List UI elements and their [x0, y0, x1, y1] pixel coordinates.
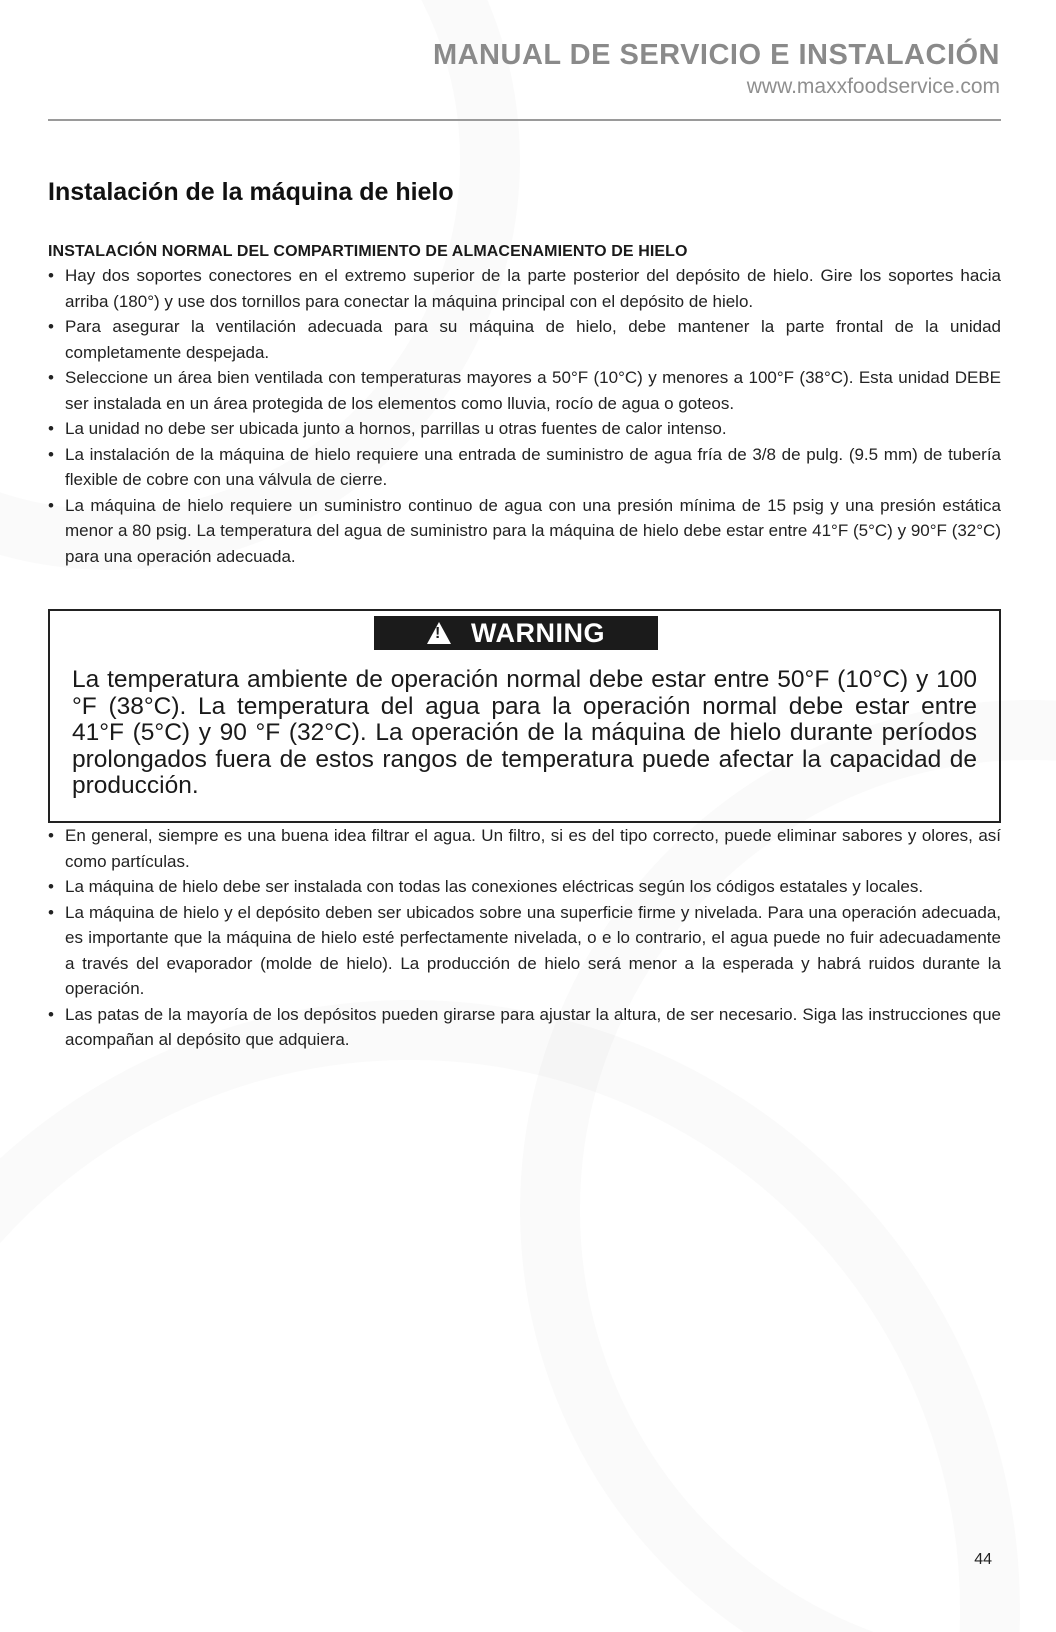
warning-banner [374, 616, 658, 650]
section-title: Instalación de la máquina de hielo [48, 178, 454, 206]
header-url: www.maxxfoodservice.com [746, 75, 1000, 98]
warning-box [48, 609, 1001, 823]
main-content [48, 178, 1001, 1053]
warning-text: La temperatura ambiente de operación normal debe estar entre 50°F (10°C) y 100 °F (38°C). La temperatura del agua para la operación normal debe estar entre 41°F (5°C) y 90 °F (32°C). La operación de la máquina de hielo durante períodos prolongados fuera de estos rangos de temperatura puede afectar la capacidad de producción. [72, 666, 977, 799]
list-item: • Seleccione un área bien ventilada con temperaturas mayores a 50°F (10°C) y menores a 100°F (38°C). Esta unidad DEBE ser instalada en un área protegida de los elementos como lluvia, rocío de agua o goteos. [48, 365, 1001, 416]
list-item: • Para asegurar la ventilación adecuada para su máquina de hielo, debe mantener la parte frontal de la unidad completamente despejada. [48, 314, 1001, 365]
header-divider [48, 119, 1001, 121]
list-item: • La instalación de la máquina de hielo requiere una entrada de suministro de agua fría de 3/8 de pulg. (9.5 mm) de tubería flexible de cobre con una válvula de cierre. [48, 442, 1001, 493]
list-item: • Hay dos soportes conectores en el extremo superior de la parte posterior del depósito de hielo. Gire los soportes hacia arriba (180°) y use dos tornillos para conectar la máquina principal con el depósito de hielo. [48, 263, 1001, 314]
list-item: • La máquina de hielo debe ser instalada con todas las conexiones eléctricas según los códigos estatales y locales. [48, 874, 1001, 900]
page-header [48, 38, 1000, 100]
header-title: MANUAL DE SERVICIO E INSTALACIÓN [432, 39, 1000, 71]
list-item: • La máquina de hielo y el depósito deben ser ubicados sobre una superficie firme y nivelada. Para una operación adecuada, es importante que la máquina de hielo esté perfectamente nivelada, o e lo contrario, el agua puede no fuir adecuadamente a través del evaporador (molde de hielo). La producción de hielo será menor a la esperada y habrá ruidos durante la operación. [48, 900, 1001, 1002]
list-item: • En general, siempre es una buena idea filtrar el agua. Un filtro, si es del tipo correcto, puede eliminar sabores y olores, así como partículas. [48, 823, 1001, 874]
list-item: • Las patas de la mayoría de los depósitos pueden girarse para ajustar la altura, de ser necesario. Siga las instrucciones que acompañan al depósito que adquiera. [48, 1002, 1001, 1053]
list-item: • La unidad no debe ser ubicada junto a hornos, parrillas u otras fuentes de calor intenso. [48, 416, 1001, 442]
page-number: 44 [974, 1551, 992, 1568]
warning-label: WARNING [471, 617, 605, 648]
installation-bullet-list [48, 263, 1001, 569]
additional-bullet-list [48, 823, 1001, 1053]
section-subhead: INSTALACIÓN NORMAL DEL COMPARTIMIENTO DE ALMACENAMIENTO DE HIELO [48, 243, 688, 260]
warning-triangle-icon [427, 622, 451, 644]
list-item: • La máquina de hielo requiere un suministro continuo de agua con una presión mínima de 15 psig y una presión estática menor a 80 psig. La temperatura del agua de suministro para la máquina de hielo debe estar entre 41°F (5°C) y 90°F (32°C) para una operación adecuada. [48, 493, 1001, 570]
